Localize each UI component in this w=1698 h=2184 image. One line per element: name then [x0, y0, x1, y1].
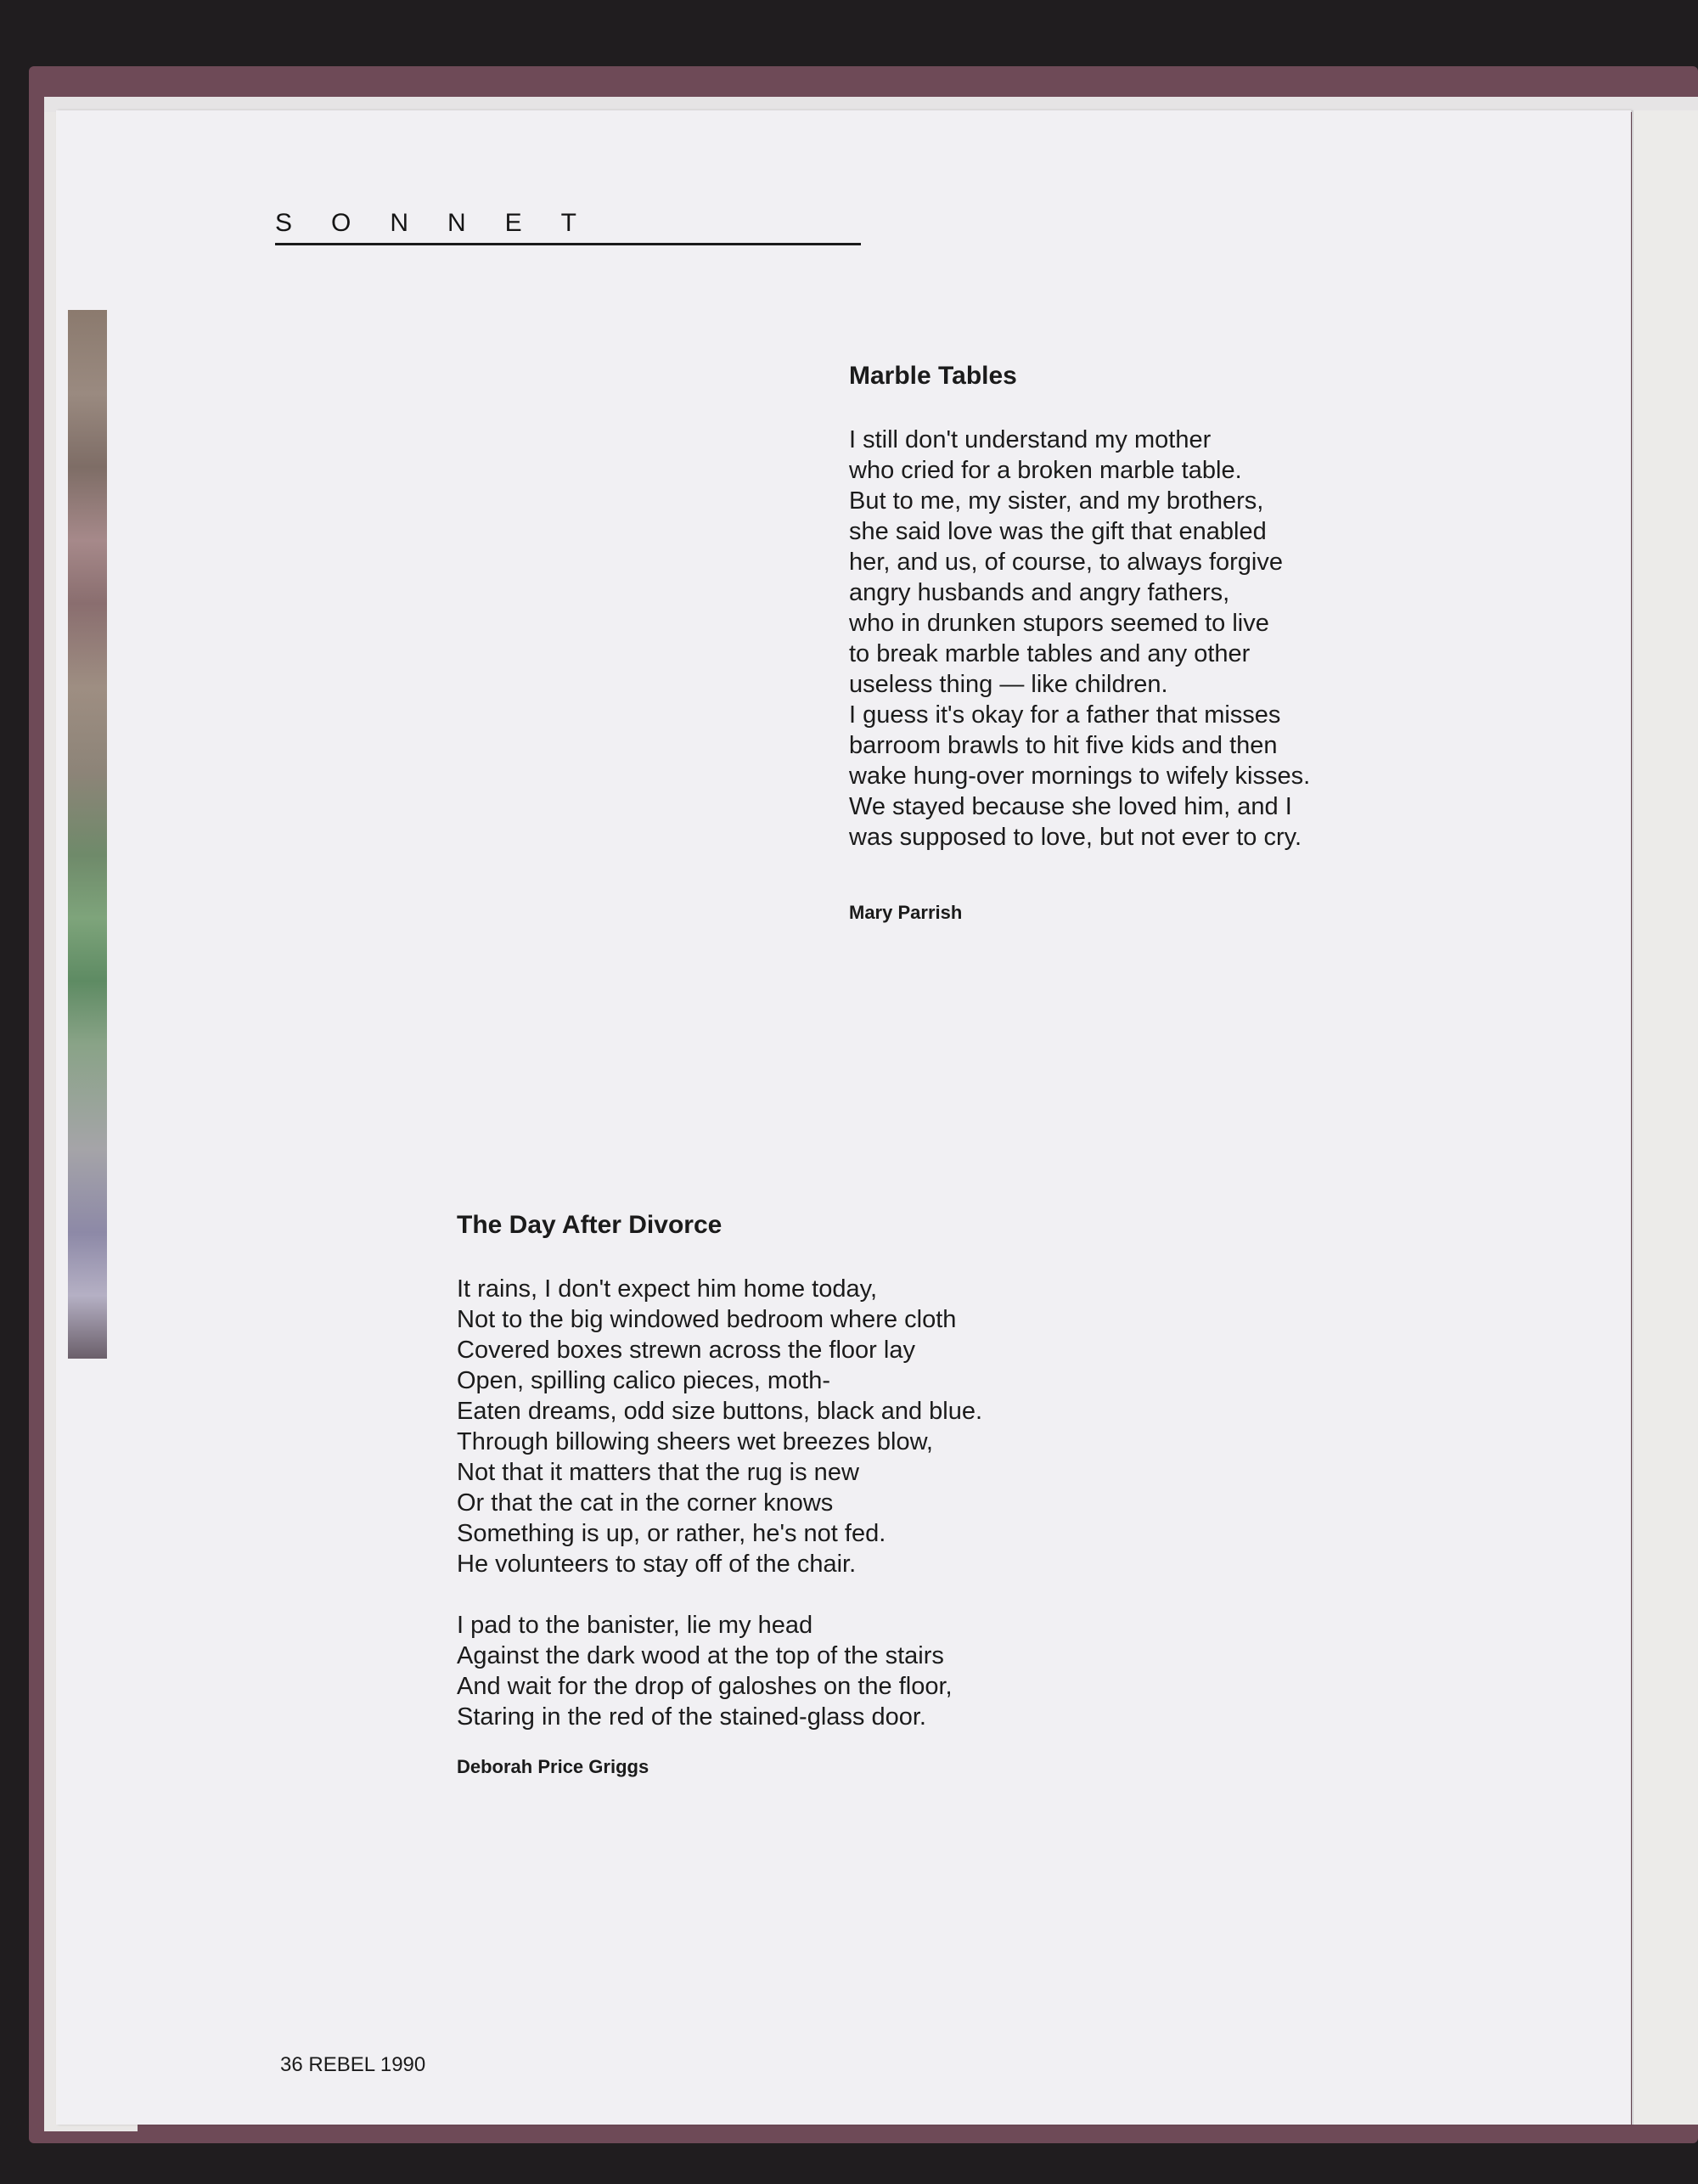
page-folio: 36 REBEL 1990 [280, 2053, 426, 2076]
poem-line: she said love was the gift that enabled [849, 518, 1267, 545]
yearbook-page [56, 110, 1631, 2125]
poem-line: I pad to the banister, lie my head [457, 1612, 813, 1639]
section-rule [275, 243, 861, 245]
poem-line: Covered boxes strewn across the floor lay [457, 1337, 915, 1364]
poem-line: It rains, I don't expect him home today, [457, 1275, 878, 1303]
poem-line: And wait for the drop of galoshes on the floor, [457, 1673, 953, 1700]
poem-line: useless thing — like children. [849, 671, 1168, 698]
poem-line: He volunteers to stay off of the chair. [457, 1551, 857, 1578]
poem-marble-tables [849, 362, 1310, 924]
poem-author: Deborah Price Griggs [457, 1756, 649, 1777]
poem-line: Something is up, or rather, he's not fed. [457, 1520, 886, 1547]
poem-line: to break marble tables and any other [849, 640, 1251, 667]
poem-title: The Day After Divorce [457, 1211, 722, 1239]
poem-line: Open, spilling calico pieces, moth- [457, 1367, 831, 1394]
poem-line: Or that the cat in the corner knows [457, 1489, 834, 1517]
poem-author: Mary Parrish [849, 902, 963, 923]
poem-line: wake hung-over mornings to wifely kisses. [849, 763, 1311, 790]
facing-page-edge [1632, 110, 1698, 2125]
poem-line: I guess it's okay for a father that misses [849, 701, 1281, 729]
poem-body [849, 425, 1310, 853]
poem-line: But to me, my sister, and my brothers, [849, 487, 1264, 515]
poem-line: angry husbands and angry fathers, [849, 579, 1230, 606]
photo-strip [68, 310, 107, 1359]
poem-line: I still don't understand my mother [849, 426, 1212, 453]
poem-line: who cried for a broken marble table. [849, 457, 1242, 484]
poem-line: was supposed to love, but not ever to cry. [849, 824, 1302, 851]
poem-line: Staring in the red of the stained-glass door. [457, 1703, 926, 1731]
poem-line: Not to the big windowed bedroom where cloth [457, 1306, 957, 1333]
poem-line: We stayed because she loved him, and I [849, 793, 1292, 820]
poem-line: her, and us, of course, to always forgive [849, 549, 1283, 576]
poem-line: Eaten dreams, odd size buttons, black and blue. [457, 1398, 983, 1425]
poem-title: Marble Tables [849, 362, 1017, 390]
poem-line: barroom brawls to hit five kids and then [849, 732, 1278, 759]
poem-day-after-divorce [457, 1211, 982, 1778]
poem-line: Through billowing sheers wet breezes blow, [457, 1428, 933, 1455]
poem-body [457, 1274, 982, 1732]
poem-line: Against the dark wood at the top of the stairs [457, 1642, 944, 1669]
section-title: SONNET [275, 209, 616, 237]
poem-line: who in drunken stupors seemed to live [849, 610, 1269, 637]
poem-line: Not that it matters that the rug is new [457, 1459, 859, 1486]
